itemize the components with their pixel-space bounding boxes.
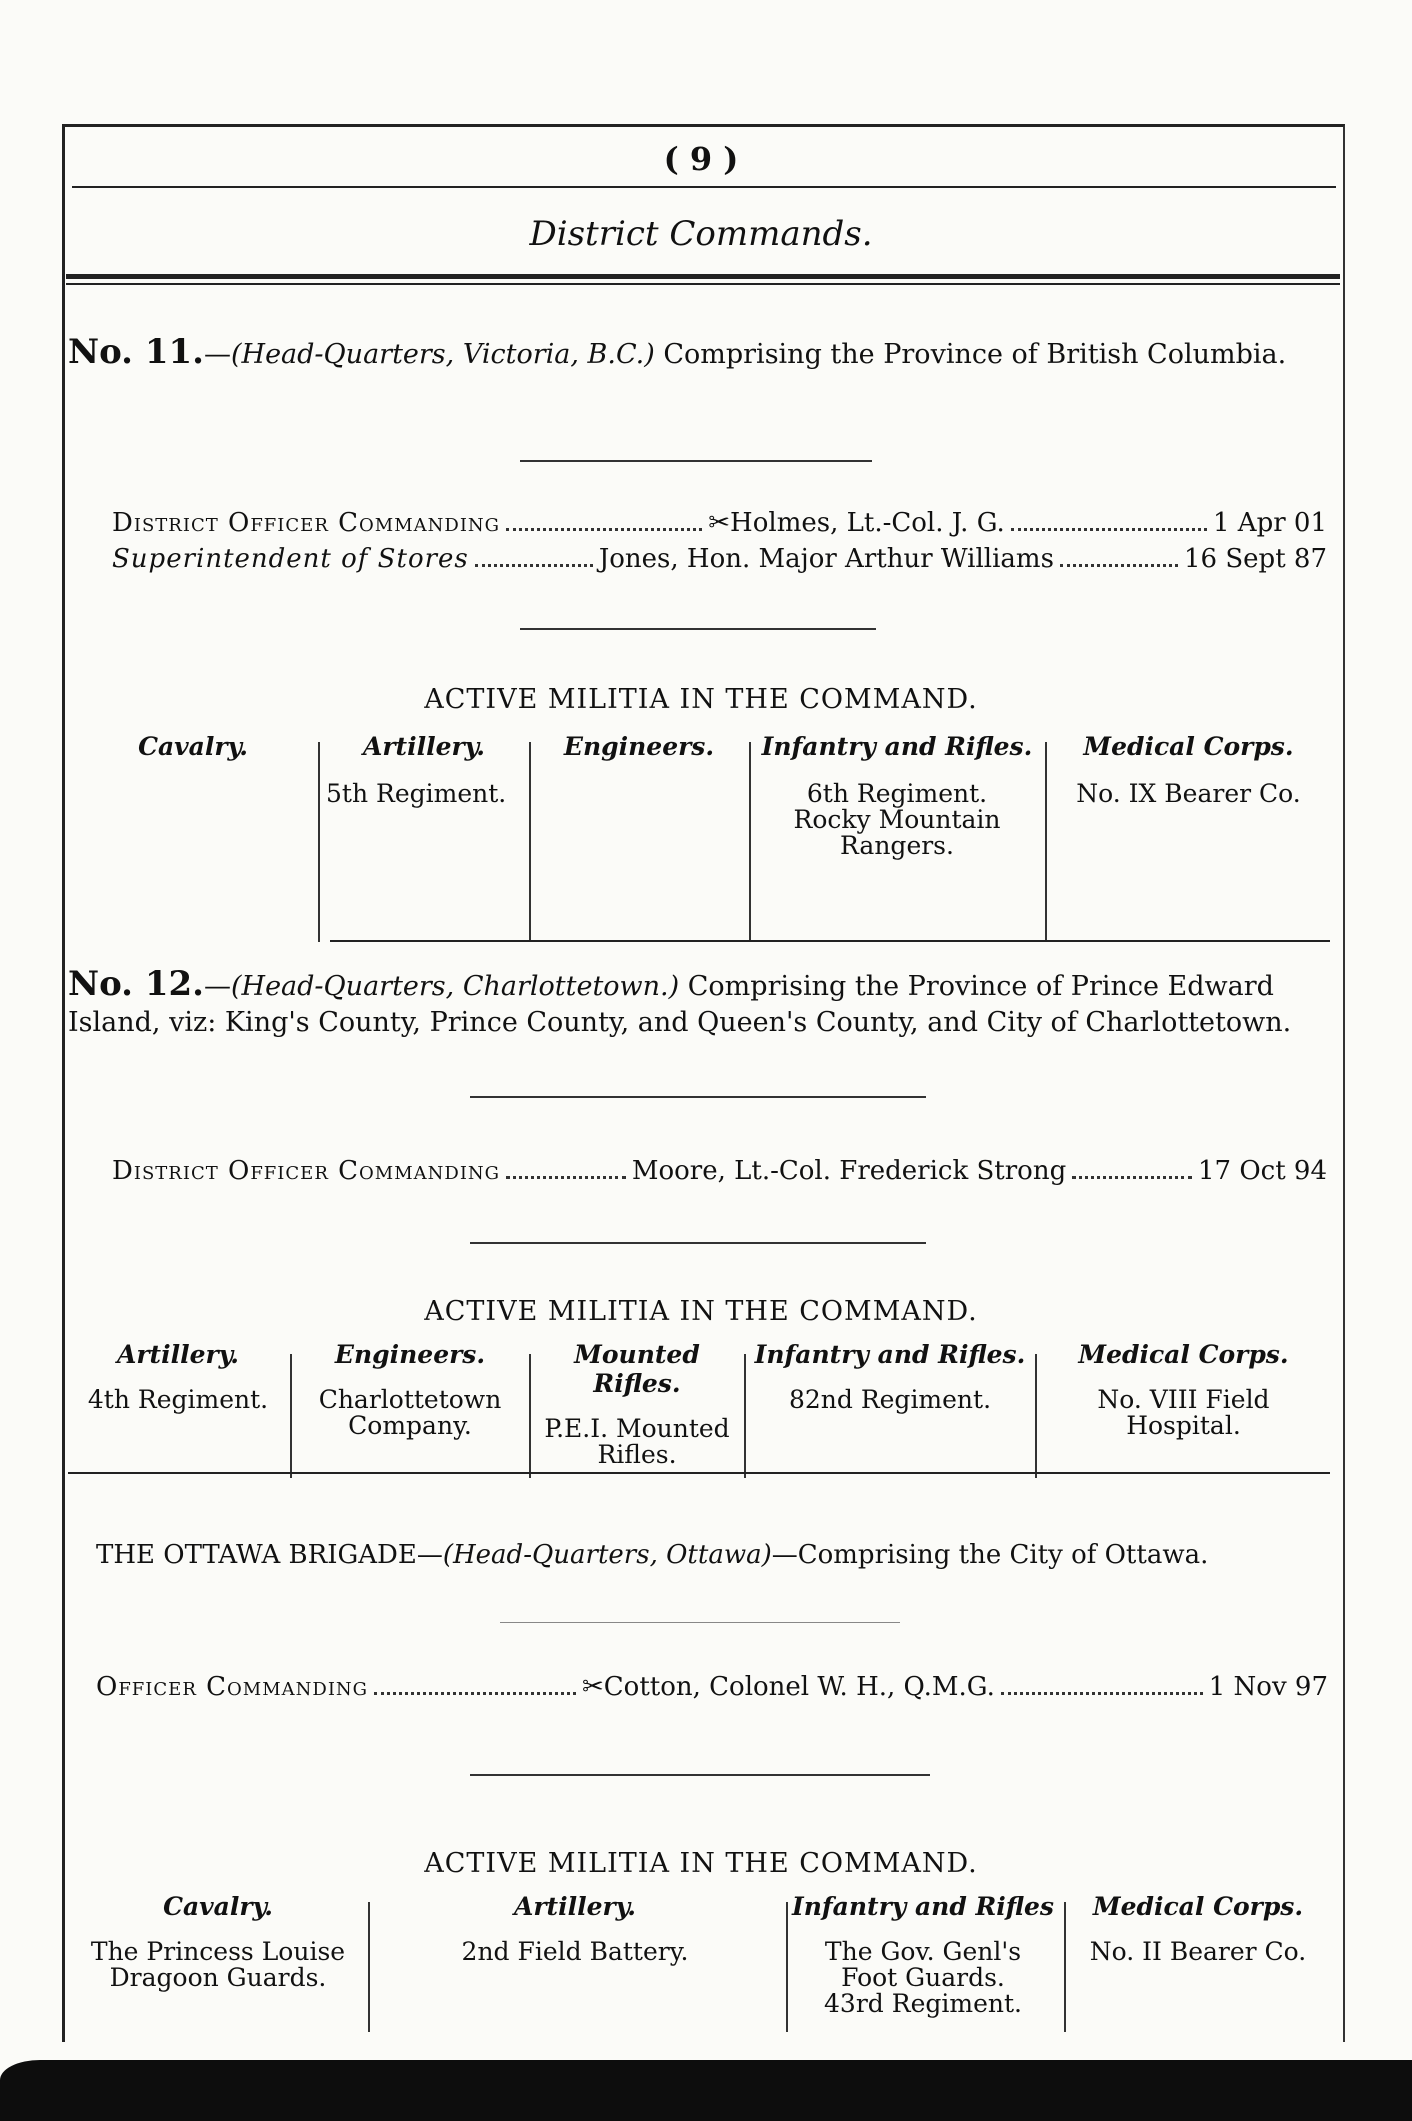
column-entry: No. VIII Field Hospital. <box>1097 1385 1270 1440</box>
brigade-description: —Comprising the City of Ottawa. <box>771 1540 1209 1570</box>
militia-column-medical <box>1047 732 1330 807</box>
column-header: Artillery. <box>513 1892 637 1921</box>
district-12-table-bottom-rule <box>68 1472 1330 1474</box>
column-header: Artillery. <box>362 732 486 761</box>
column-entry: No. IX Bearer Co. <box>1076 779 1301 808</box>
scissors-icon: ✂ <box>708 508 731 538</box>
column-divider <box>529 742 531 942</box>
column-entry: P.E.I. Mounted Rifles. <box>544 1414 730 1469</box>
militia-column-engineers <box>531 732 747 761</box>
district-11-officer-row <box>112 508 1327 538</box>
militia-column-cavalry <box>68 732 318 761</box>
district-12-headquarters: (Head-Quarters, Charlottetown.) <box>230 971 680 1002</box>
brigade-name: THE OTTAWA BRIGADE <box>96 1540 417 1570</box>
militia-column-artillery <box>370 1892 780 1965</box>
column-header: Engineers. <box>334 1340 486 1369</box>
district-12-militia-table <box>68 1340 1330 1480</box>
militia-column-engineers <box>292 1340 528 1439</box>
district-12-description: Comprising the Province of Prince Edward Island, viz: King's County, Prince County, and Queen's County, and City of Charlottetown. <box>68 971 1292 1038</box>
militia-column-infantry <box>746 1340 1034 1413</box>
column-entry: 82nd Regiment. <box>788 1385 992 1414</box>
district-11-number: No. 11. <box>68 332 204 372</box>
district-12-divider <box>470 1096 926 1098</box>
brigade-officer-row <box>96 1672 1328 1702</box>
column-header: Infantry and Rifles <box>792 1892 1054 1921</box>
column-entry: The Princess Louise Dragoon Guards. <box>90 1937 346 1992</box>
militia-column-medical <box>1037 1340 1330 1439</box>
officer-date: 16 Sept 87 <box>1184 544 1327 574</box>
militia-column-infantry <box>751 732 1043 859</box>
leader-dots <box>1011 528 1207 531</box>
column-header: Engineers. <box>563 732 715 761</box>
title-rule-thin <box>66 283 1340 285</box>
leader-dots <box>1060 564 1178 567</box>
header-rule <box>72 186 1336 188</box>
district-11-divider-2 <box>520 628 876 630</box>
district-11-description: Comprising the Province of British Columbia. <box>654 339 1287 370</box>
district-12-heading: No. 12.—(Head-Quarters, Charlottetown.) Comprising the Province of Prince Edward Island, viz: King's County, Prince County, and Queen's County, and City of Charlottetown. <box>68 964 1292 1038</box>
district-11-stores-row <box>112 544 1327 574</box>
title-rule-thick <box>66 274 1340 279</box>
officer-date: 17 Oct 94 <box>1197 1156 1328 1186</box>
leader-dots <box>1001 1692 1203 1695</box>
brigade-divider-2 <box>470 1774 930 1776</box>
scan-edge-shadow <box>0 2060 1412 2121</box>
militia-column-mounted-rifles <box>531 1340 743 1468</box>
district-11-heading: No. 11.—(Head-Quarters, Victoria, B.C.) Comprising the Province of British Columbia. <box>68 332 1287 372</box>
column-header: Cavalry. <box>138 732 248 761</box>
column-entry: Charlottetown Company. <box>318 1385 502 1440</box>
column-entry: 4th Regiment. <box>87 1385 269 1414</box>
district-11-headquarters: (Head-Quarters, Victoria, B.C.) <box>230 339 655 370</box>
column-entry: 6th Regiment. Rocky Mountain Rangers. <box>793 779 1001 860</box>
district-12-militia-heading: ACTIVE MILITIA IN THE COMMAND. <box>424 1296 978 1327</box>
militia-column-medical <box>1066 1892 1330 1965</box>
officer-name: Holmes, Lt.-Col. J. G. <box>730 508 1005 538</box>
column-entry: The Gov. Genl's Foot Guards. 43rd Regiment. <box>824 1937 1022 2018</box>
column-header: Infantry and Rifles. <box>754 1340 1026 1369</box>
officer-date: 1 Apr 01 <box>1212 508 1327 538</box>
district-11-militia-heading: ACTIVE MILITIA IN THE COMMAND. <box>424 684 978 715</box>
brigade-divider <box>500 1622 900 1623</box>
district-12-officer-row <box>112 1156 1327 1186</box>
page-frame <box>62 124 1345 2042</box>
militia-column-cavalry <box>68 1892 368 1991</box>
leader-dots <box>475 564 593 567</box>
page-number: ( 9 ) <box>663 140 739 178</box>
ottawa-brigade-heading: THE OTTAWA BRIGADE—(Head-Quarters, Ottawa)—Comprising the City of Ottawa. <box>96 1540 1209 1570</box>
district-11-militia-table <box>68 732 1330 942</box>
officer-name: Moore, Lt.-Col. Frederick Strong <box>631 1156 1067 1186</box>
officer-role: District Officer Commanding <box>112 1156 501 1186</box>
district-11-divider <box>520 460 872 462</box>
militia-column-artillery <box>68 1340 288 1413</box>
officer-name: Jones, Hon. Major Arthur Williams <box>598 544 1054 574</box>
leader-dots <box>374 1692 576 1695</box>
column-header: Medical Corps. <box>1083 732 1294 761</box>
column-entry: 2nd Field Battery. <box>461 1937 689 1966</box>
district-11-table-bottom-rule <box>330 940 1330 942</box>
column-header: Mounted Rifles. <box>574 1340 700 1398</box>
militia-column-artillery <box>320 732 528 807</box>
leader-dots <box>506 1176 626 1179</box>
officer-date: 1 Nov 97 <box>1208 1672 1328 1702</box>
officer-role: Officer Commanding <box>96 1672 369 1702</box>
column-entry: 5th Regiment. <box>326 779 507 808</box>
officer-role: District Officer Commanding <box>112 508 501 538</box>
leader-dots <box>506 528 702 531</box>
brigade-militia-heading: ACTIVE MILITIA IN THE COMMAND. <box>424 1848 978 1879</box>
brigade-headquarters: (Head-Quarters, Ottawa) <box>442 1540 772 1570</box>
column-header: Medical Corps. <box>1092 1892 1304 1921</box>
column-header: Cavalry. <box>163 1892 273 1921</box>
column-header: Artillery. <box>116 1340 240 1369</box>
column-header: Infantry and Rifles. <box>761 732 1033 761</box>
page-title: District Commands. <box>529 214 873 254</box>
brigade-militia-table <box>68 1892 1330 2032</box>
scissors-icon: ✂ <box>581 1672 604 1702</box>
district-12-number: No. 12. <box>68 964 204 1004</box>
leader-dots <box>1072 1176 1192 1179</box>
officer-name: Cotton, Colonel W. H., Q.M.G. <box>603 1672 995 1702</box>
district-12-divider-2 <box>470 1242 926 1244</box>
militia-column-infantry <box>788 1892 1058 2017</box>
officer-role: Superintendent of Stores <box>112 544 469 574</box>
column-header: Medical Corps. <box>1078 1340 1289 1369</box>
column-entry: No. II Bearer Co. <box>1089 1937 1307 1966</box>
